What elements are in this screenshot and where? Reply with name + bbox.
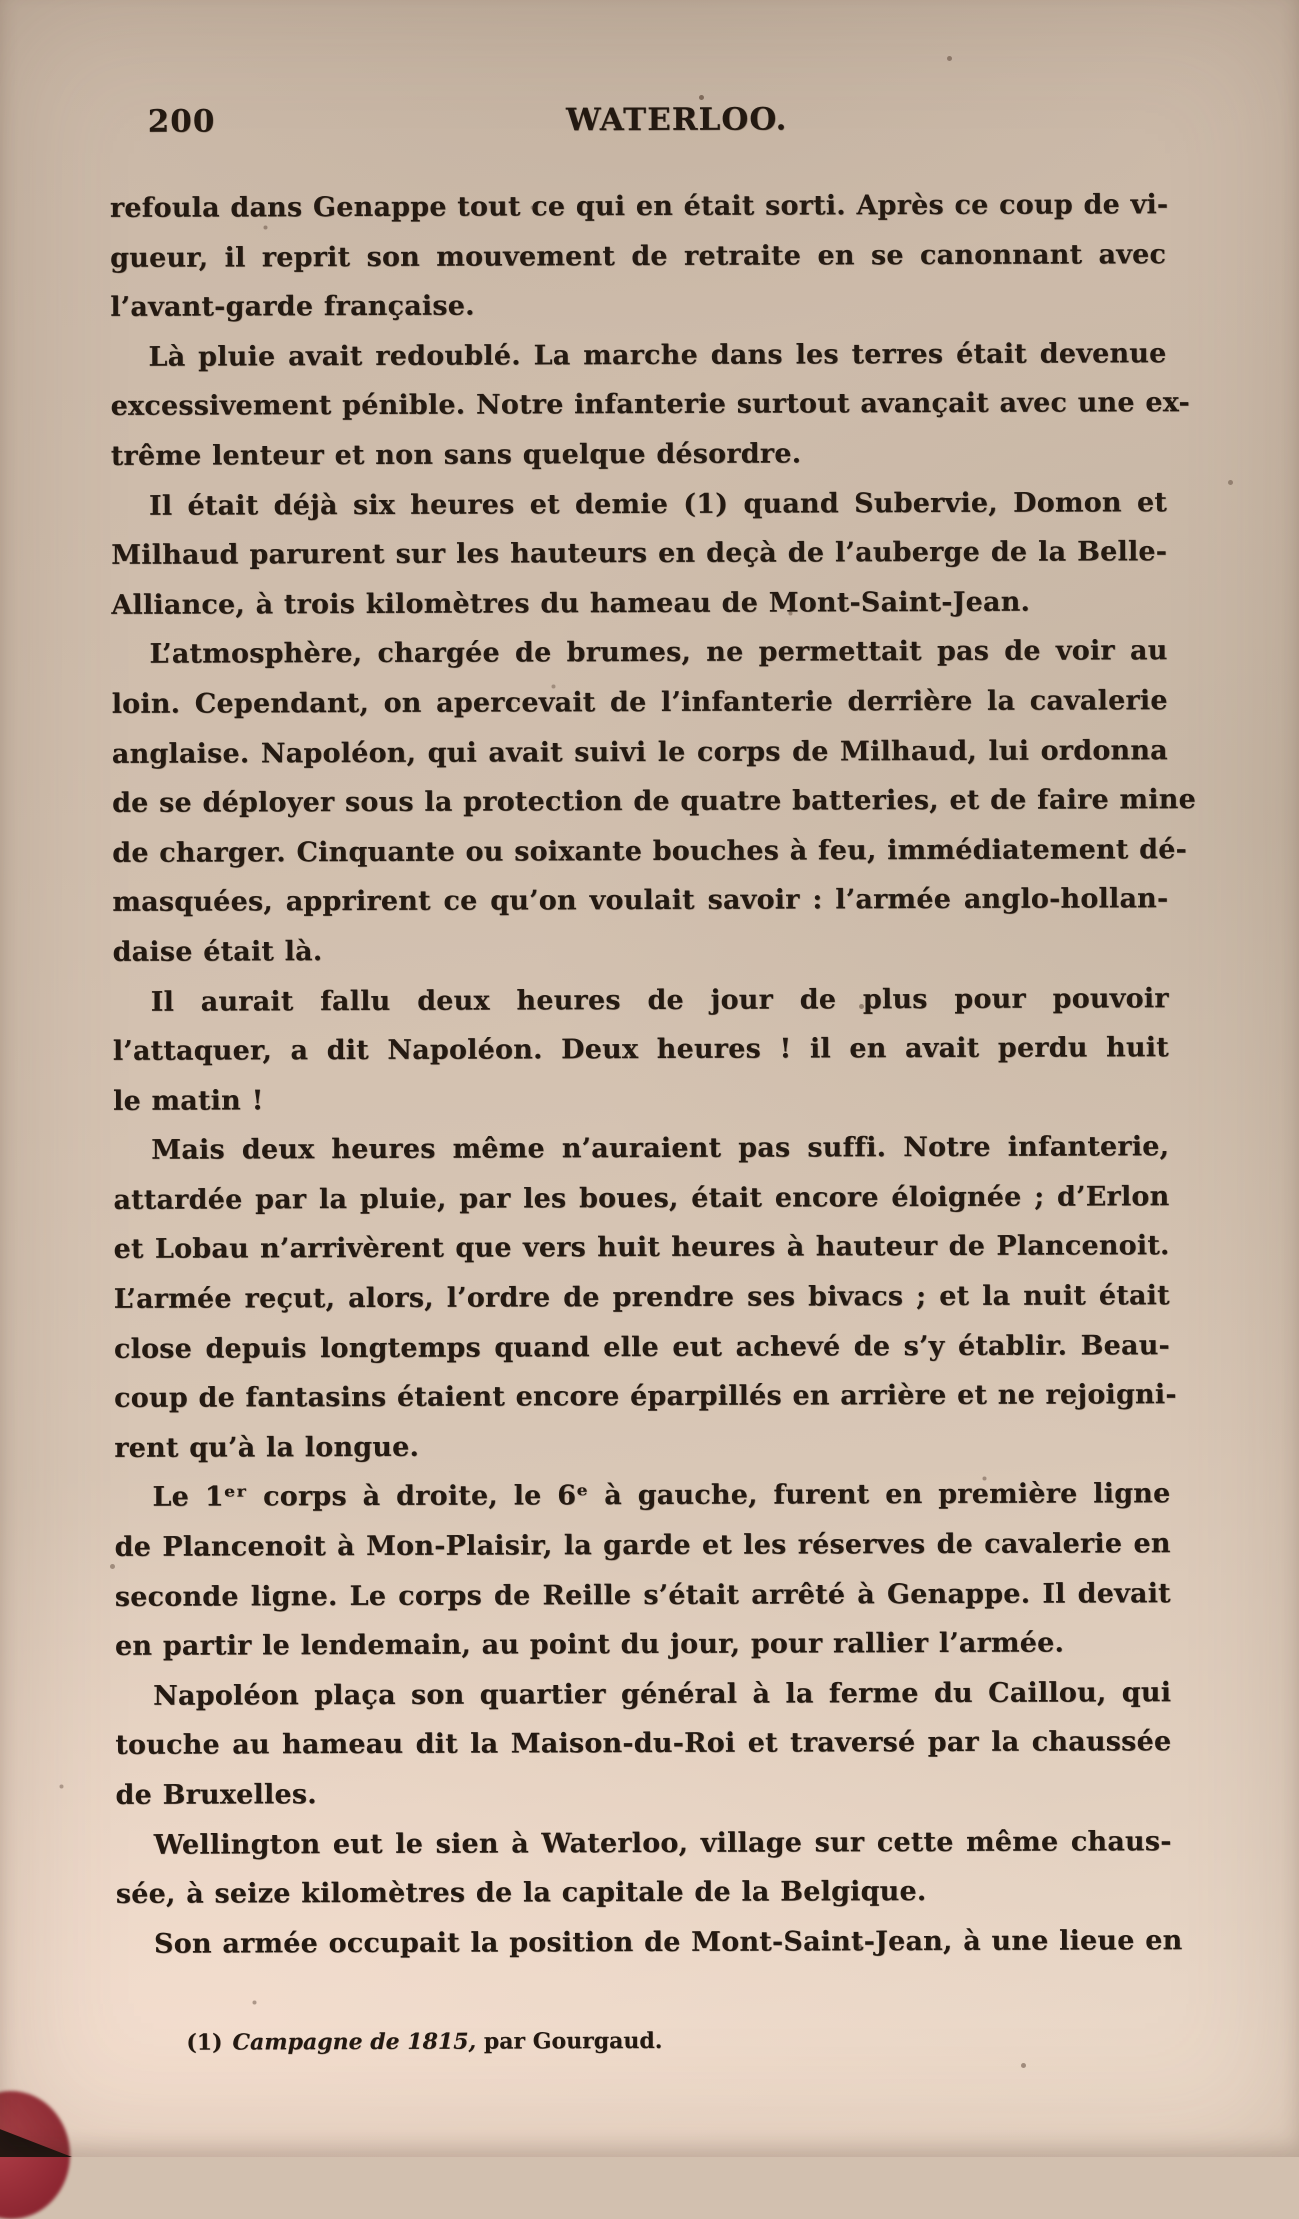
text-line: de charger. Cinquante ou soixante bouches à feu, immédiatement dé- bbox=[112, 833, 1188, 869]
text-line: close depuis longtemps quand elle eut achevé de s’y établir. Beau- bbox=[113, 1329, 1170, 1365]
text-line: attardée par la pluie, par les boues, était encore éloignée ; d’Erlon bbox=[113, 1181, 1170, 1216]
footnote-work-title: Campagne de 1815, bbox=[232, 2028, 477, 2056]
text-line: Napoléon plaça son quartier général à la ferme du Caillou, qui bbox=[153, 1676, 1172, 1712]
text-line: Wellington eut le sien à Waterloo, village sur cette même chaus- bbox=[153, 1825, 1172, 1861]
text-line: loin. Cependant, on apercevait de l’infanterie derrière la cavalerie bbox=[111, 685, 1168, 720]
text-line: rent qu’à la longue. bbox=[114, 1431, 420, 1464]
text-line: Il aurait fallu deux heures de jour de plus pour pouvoir bbox=[150, 982, 1169, 1018]
footnote-text: par Gourgaud. bbox=[476, 2027, 663, 2055]
text-line: touche au hameau dit la Maison-du-Roi et traversé par la chaussée bbox=[115, 1726, 1172, 1762]
text-line: gueur, il reprit son mouvement de retraite en se canonnant avec bbox=[110, 238, 1167, 274]
text-line: de Plancenoit à Mon-Plaisir, la garde et les réserves de cavalerie en bbox=[114, 1528, 1171, 1563]
text-line: Milhaud parurent sur les hauteurs en deçà de l’auberge de la Belle- bbox=[111, 536, 1168, 572]
text-line: sée, à seize kilomètres de la capitale de la Belgique. bbox=[115, 1876, 927, 1911]
text-line: masquées, apprirent ce qu’on voulait savoir : l’armée anglo-hollan- bbox=[112, 883, 1169, 919]
text-line: de se déployer sous la protection de quatre batteries, et de faire mine bbox=[111, 784, 1196, 819]
text-line: l’attaquer, a dit Napoléon. Deux heures ! il en avait perdu huit bbox=[112, 1032, 1169, 1067]
text-line: Il était déjà six heures et demie (1) quand Subervie, Domon et bbox=[148, 486, 1168, 522]
running-title: WATERLOO. bbox=[565, 101, 788, 139]
page-number: 200 bbox=[147, 103, 216, 140]
body-text bbox=[109, 180, 1196, 1969]
text-line: en partir le lendemain, au point du jour, pour rallier l’armée. bbox=[114, 1627, 1065, 1663]
text-line: coup de fantasins étaient encore éparpillés en arrière et ne rejoigni- bbox=[114, 1379, 1177, 1415]
text-line: le matin ! bbox=[113, 1085, 264, 1117]
text-line: Alliance, à trois kilomètres du hameau de Mont-Saint-Jean. bbox=[111, 586, 1031, 621]
text-line: l’avant-garde française. bbox=[110, 290, 475, 324]
text-line: de Bruxelles. bbox=[115, 1779, 317, 1811]
footnote bbox=[186, 2024, 1086, 2057]
text-line: trême lenteur et non sans quelque désordre. bbox=[110, 438, 802, 472]
footnote-marker: (1) bbox=[186, 2029, 223, 2056]
page-header bbox=[110, 100, 1166, 148]
text-line: seconde ligne. Le corps de Reille s’était arrêté à Genappe. Il devait bbox=[114, 1577, 1171, 1613]
text-line: Le 1ᵉʳ corps à droite, le 6ᵉ à gauche, furent en première ligne bbox=[152, 1478, 1171, 1514]
text-line: Son armée occupait la position de Mont-Saint-Jean, à une lieue en bbox=[153, 1924, 1183, 1960]
text-line: L’armée reçut, alors, l’ordre de prendre ses bivacs ; et la nuit était bbox=[113, 1280, 1170, 1315]
text-line: anglaise. Napoléon, qui avait suivi le corps de Milhaud, lui ordonna bbox=[111, 734, 1168, 770]
text-line: Mais deux heures même n’auraient pas suffi. Notre infanterie, bbox=[151, 1131, 1170, 1167]
text-line: et Lobau n’arrivèrent que vers huit heures à hauteur de Plancenoit. bbox=[113, 1230, 1170, 1266]
text-line: daise était là. bbox=[112, 936, 323, 968]
text-line: Là pluie avait redoublé. La marche dans les terres était devenue bbox=[148, 337, 1167, 373]
text-line: excessivement pénible. Notre infanterie surtout avançait avec une ex- bbox=[110, 387, 1190, 423]
text-line: L’atmosphère, chargée de brumes, ne permettait pas de voir au bbox=[149, 635, 1168, 671]
text-line: refoula dans Genappe tout ce qui en était sorti. Après ce coup de vi- bbox=[109, 189, 1169, 224]
